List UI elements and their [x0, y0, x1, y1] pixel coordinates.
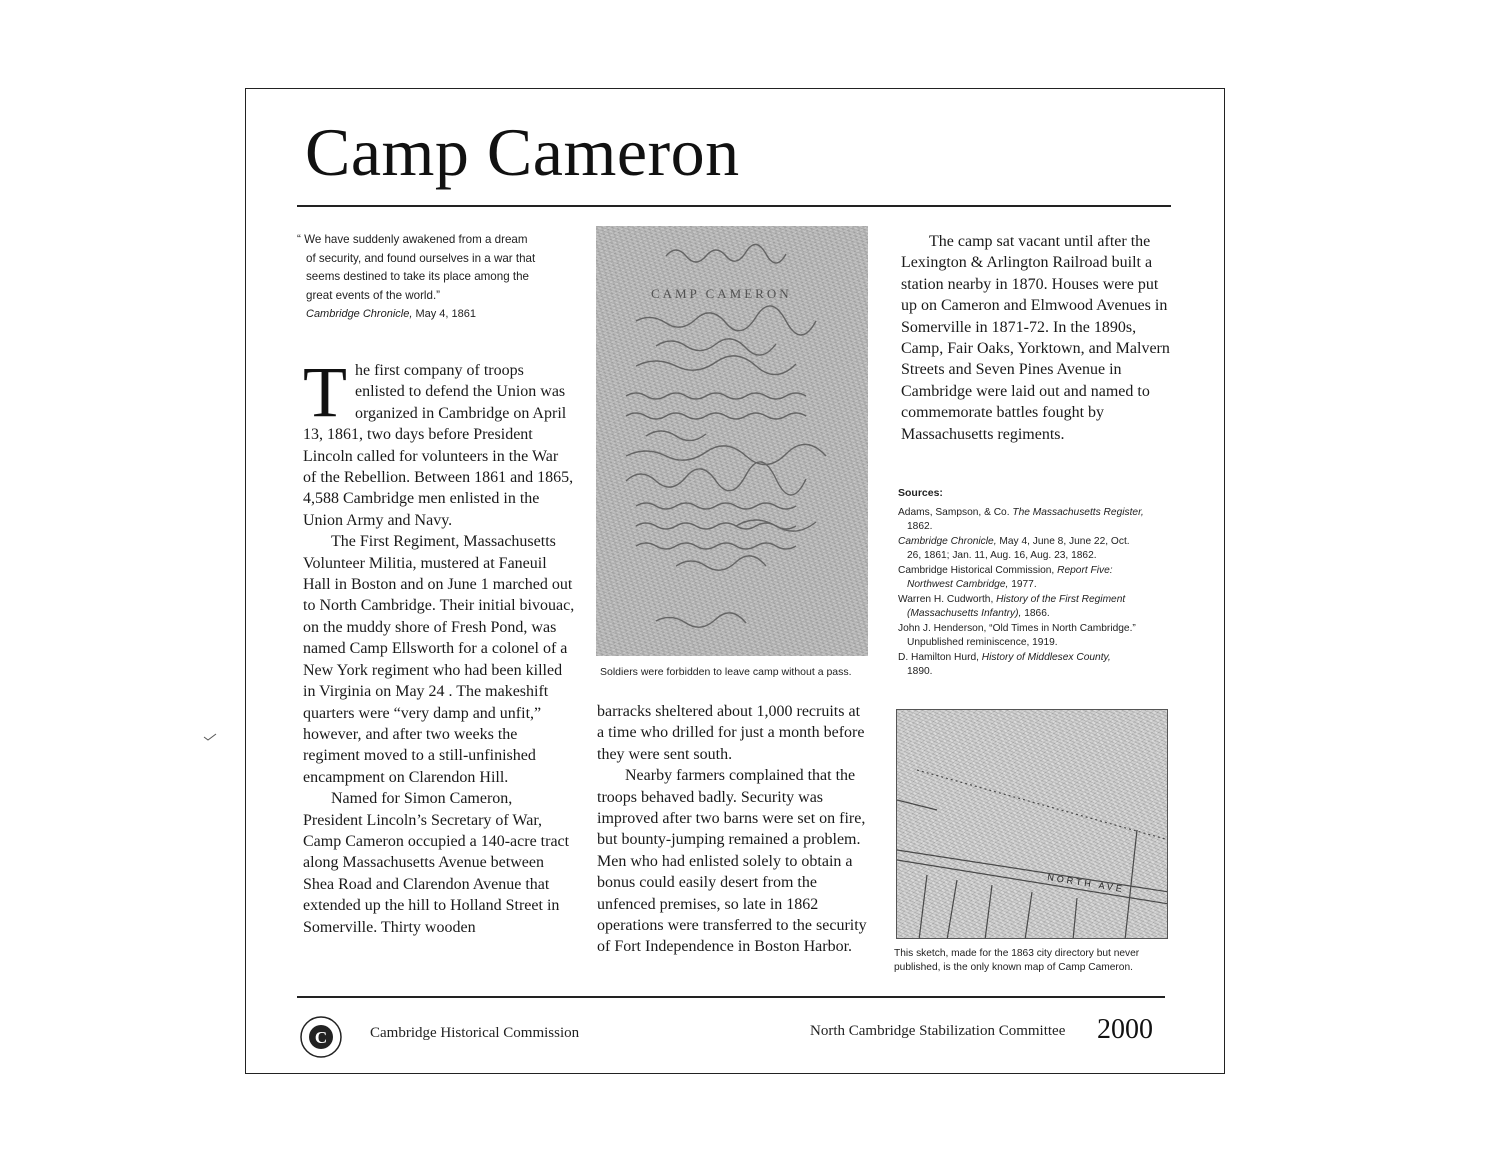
paragraph: Nearby farmers complained that the troops behaved badly. Security was improved after two barns were set on fire, but bounty-jumping remained a problem. Men who had enlisted solely to obtain a bonus could easily desert from the unfenced premises, so late in 1862 operations were transferred to the security of Fort Independence in Boston Harbor.	[597, 767, 867, 956]
quote-citation: Cambridge Chronicle, May 4, 1861	[306, 308, 476, 320]
title-rule	[297, 205, 1171, 207]
quote-line: great events of the world.”	[306, 288, 441, 302]
paragraph: barracks sheltered about 1,000 recruits at a time who drilled for just a month before they were sent south.	[597, 703, 865, 763]
epigraph-quote	[297, 231, 577, 324]
paragraph: The camp sat vacant until after the Lexington & Arlington Railroad built a station nearby in 1870. Houses were put up on Cameron and Elmwood Avenues in Somerville in 1871-72. In the 1890s, Camp, Fair Oaks, Yorktown, and Malvern Streets and Seven Pines Avenue in Cambridge were laid out and named to commemorate battles fought by Massachusetts regiments.	[901, 233, 1170, 443]
source-entry	[898, 535, 1168, 564]
source-entry	[898, 506, 1168, 535]
map-caption	[894, 947, 1184, 974]
source-line: Cambridge Chronicle, May 4, June 8, June 22, Oct.	[898, 535, 1130, 547]
pencil-checkmark	[203, 733, 217, 741]
handwritten-document-illustration	[596, 226, 868, 656]
footer-committee-name: North Cambridge Stabilization Committee	[810, 1023, 1066, 1039]
paragraph: The First Regiment, Massachusetts Volunteer Militia, mustered at Faneuil Hall in Boston and on June 1 marched out to North Cambridge. Their initial bivouac, on the muddy shore of Fresh Pond, was named Camp Ellsworth for a colonel of a New York regiment who had been killed in Virginia on May 24 . The makeshift quarters were “very damp and unfit,” however, and after two weeks the regiment moved to a still-unfinished encampment on Clarendon Hill.	[303, 533, 575, 786]
map-street-label: NORTH AVE	[1046, 872, 1126, 895]
footer-rule	[297, 996, 1165, 998]
map-illustration	[897, 710, 1168, 939]
paragraph: The first company of troops enlisted to defend the Union was organized in Cambridge on April 13, 1861, two days before President Lincoln called for volunteers in the War of the Rebellion. Between 1861 and 1865, 4,588 Cambridge men enlisted in the Union Army and Navy.	[303, 352, 574, 529]
photo-caption: Soldiers were forbidden to leave camp without a pass.	[600, 666, 852, 678]
column-two-text	[597, 701, 870, 958]
drop-cap: T	[303, 352, 347, 432]
sources-list	[898, 486, 1168, 680]
camp-pass-photo	[596, 226, 868, 656]
source-entry	[898, 564, 1168, 593]
svg-text:C: C	[314, 1028, 328, 1047]
source-line: Unpublished reminiscence, 1919.	[907, 637, 1058, 648]
source-line: (Massachusetts Infantry), 1866.	[907, 608, 1050, 619]
quote-line: of security, and found ourselves in a war that	[306, 251, 536, 265]
source-line: Adams, Sampson, & Co. The Massachusetts Register,	[898, 506, 1144, 518]
source-line: Northwest Cambridge, 1977.	[907, 579, 1037, 590]
column-three-text	[901, 231, 1171, 445]
paragraph: Named for Simon Cameron, President Lincoln’s Secretary of War, Camp Cameron occupied a 140-acre tract along Massachusetts Avenue between Shea Road and Clarendon Avenue that extended up the hill to Holland Street in Somerville. Thirty wooden	[303, 790, 570, 936]
source-line: 1862.	[907, 521, 933, 532]
source-entry	[898, 651, 1168, 680]
commission-seal-logo	[300, 1016, 342, 1058]
footer-year: 2000	[1097, 1014, 1153, 1045]
source-entry	[898, 593, 1168, 622]
column-one-text	[303, 352, 575, 938]
quote-line: seems destined to take its place among the	[306, 270, 529, 283]
source-line: Cambridge Historical Commission, Report Five:	[898, 564, 1113, 576]
camp-map-sketch	[896, 709, 1168, 939]
source-line: D. Hamilton Hurd, History of Middlesex County,	[898, 651, 1111, 663]
map-caption-line: This sketch, made for the 1863 city directory but never	[894, 948, 1140, 959]
page-title: Camp Cameron	[305, 114, 740, 190]
document-heading-text: CAMP CAMERON	[651, 286, 792, 301]
source-line: 1890.	[907, 666, 933, 677]
source-line: 26, 1861; Jan. 11, Aug. 16, Aug. 23, 1862.	[907, 550, 1097, 561]
source-entry	[898, 622, 1168, 651]
map-caption-line: published, is the only known map of Camp Cameron.	[894, 961, 1133, 973]
sources-heading: Sources:	[898, 487, 943, 499]
source-line: John J. Henderson, “Old Times in North Cambridge.”	[898, 622, 1136, 634]
footer-commission-name: Cambridge Historical Commission	[370, 1025, 580, 1041]
quote-line: “ We have suddenly awakened from a dream	[297, 233, 528, 246]
source-line: Warren H. Cudworth, History of the First Regiment	[898, 593, 1126, 605]
